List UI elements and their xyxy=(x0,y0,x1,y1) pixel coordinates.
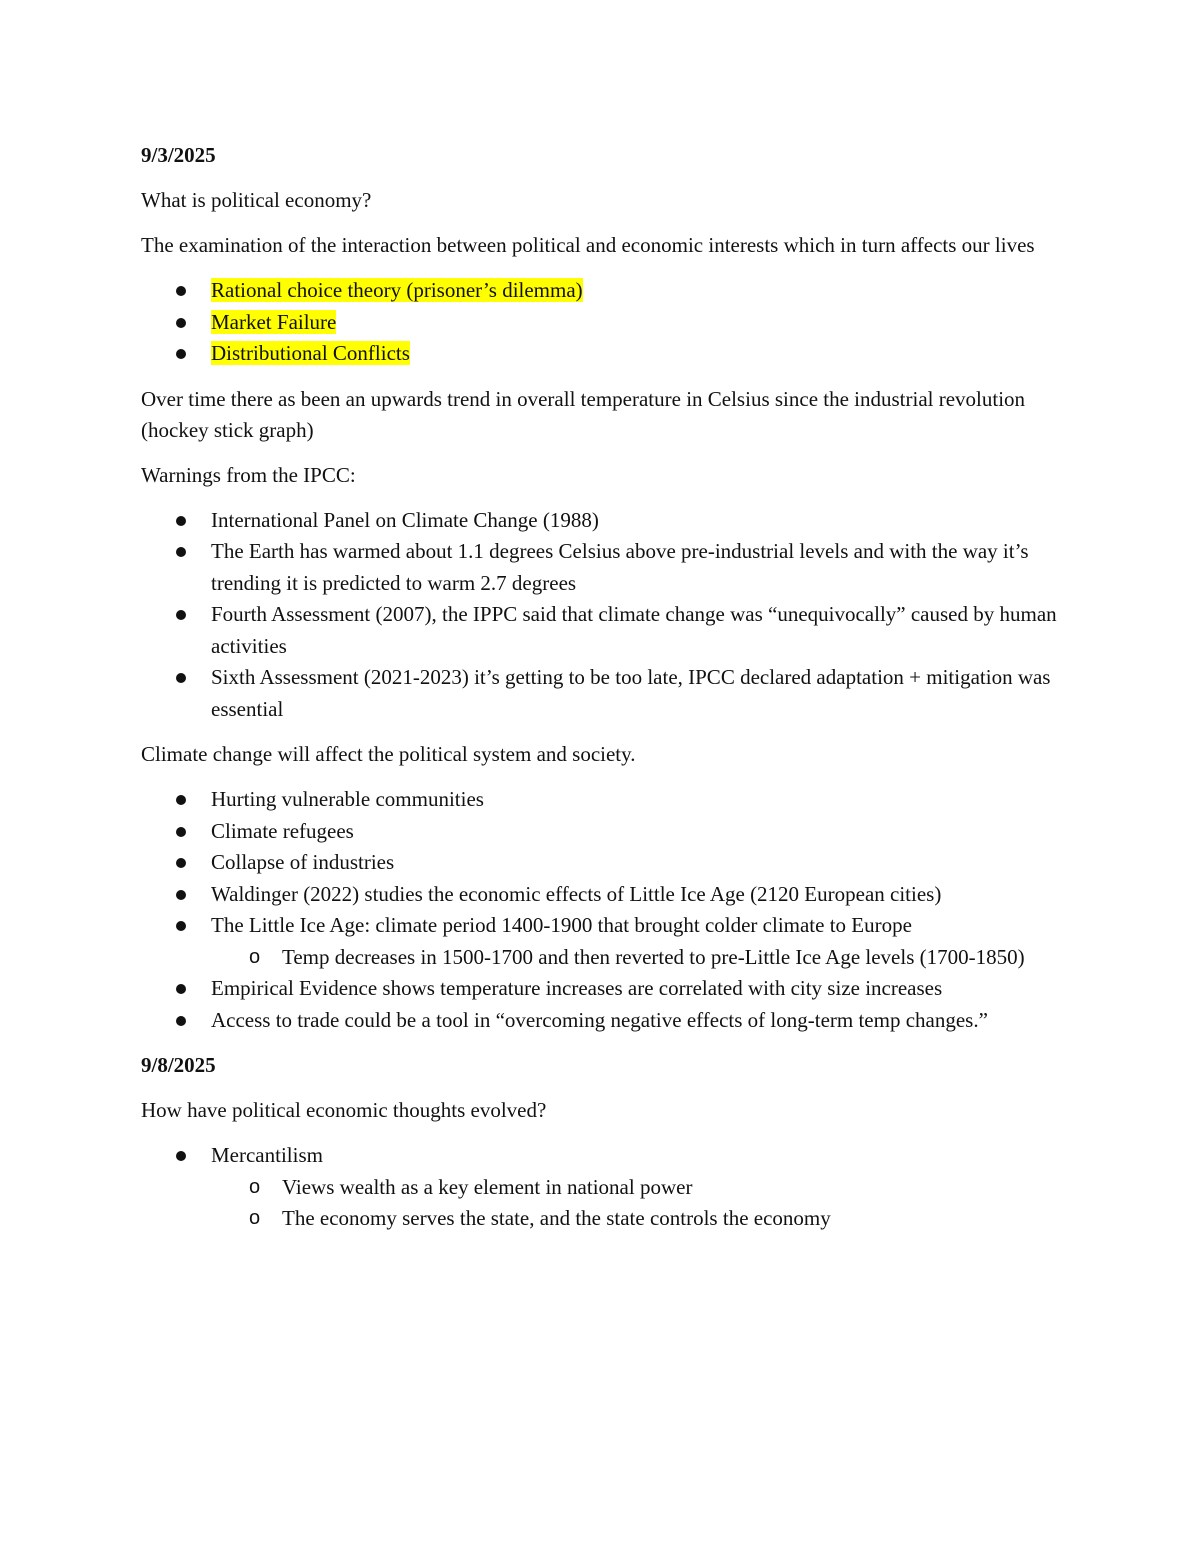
list-item-text: The Earth has warmed about 1.1 degrees Celsius above pre-industrial levels and with the way it’s trending it is predicted to warm 2.7 degrees xyxy=(211,539,1029,595)
highlighted-text: Distributional Conflicts xyxy=(211,341,410,365)
sub-list-item xyxy=(211,1203,1071,1235)
list-item-text: Hurting vulnerable communities xyxy=(211,787,484,811)
list-item xyxy=(141,879,1071,911)
list-item xyxy=(141,662,1071,725)
list-item xyxy=(141,816,1071,848)
list-item xyxy=(141,784,1071,816)
sub-list-item-text: Temp decreases in 1500-1700 and then reverted to pre-Little Ice Age levels (1700-1850) xyxy=(282,944,1025,969)
thought-list xyxy=(141,1140,1071,1235)
highlighted-list xyxy=(141,275,1071,370)
list-item-text: Empirical Evidence shows temperature increases are correlated with city size increases xyxy=(211,976,943,1000)
list-item xyxy=(141,599,1071,662)
list-item xyxy=(141,307,1071,339)
list-item xyxy=(141,338,1071,370)
bullet-icon xyxy=(176,827,186,837)
bullet-icon xyxy=(176,318,186,328)
list-item-text: Sixth Assessment (2021-2023) it’s getting to be too late, IPCC declared adaptation + mitigation was essential xyxy=(211,665,1051,721)
circle-bullet-icon: o xyxy=(249,1207,261,1229)
bullet-icon xyxy=(176,795,186,805)
sub-list-item xyxy=(211,942,1071,974)
list-item xyxy=(141,536,1071,599)
bullet-icon xyxy=(176,610,186,620)
bullet-icon xyxy=(176,1016,186,1026)
sub-list-item-text: Views wealth as a key element in national power xyxy=(282,1174,693,1199)
bullet-icon xyxy=(176,921,186,931)
list-item xyxy=(141,910,1071,973)
bullet-icon xyxy=(176,673,186,683)
list-item-text: Waldinger (2022) studies the economic effects of Little Ice Age (2120 European cities) xyxy=(211,881,942,906)
list-item-text: Mercantilism xyxy=(211,1143,323,1167)
list-item xyxy=(141,1005,1071,1037)
effects-list xyxy=(141,784,1071,1036)
question-text: How have political economic thoughts evolved? xyxy=(141,1098,547,1122)
list-item-text: Access to trade could be a tool in “overcoming negative effects of long-term temp changes.” xyxy=(211,1007,988,1032)
bullet-icon xyxy=(176,890,186,900)
bullet-icon xyxy=(176,349,186,359)
circle-bullet-icon: o xyxy=(249,1175,261,1198)
ipcc-heading: Warnings from the IPCC: xyxy=(141,462,356,487)
date-heading: 9/8/2025 xyxy=(141,1053,216,1077)
nested-list xyxy=(211,942,1071,974)
document-page xyxy=(141,140,1071,1249)
list-item xyxy=(141,973,1071,1005)
circle-bullet-icon: o xyxy=(249,945,261,968)
nested-list xyxy=(211,1172,1071,1235)
ipcc-list xyxy=(141,505,1071,726)
list-item-text: Climate refugees xyxy=(211,818,354,843)
trend-text: Over time there as been an upwards trend in overall temperature in Celsius since the industrial revolution (hockey stick graph) xyxy=(141,386,1026,442)
effects-heading: Climate change will affect the political system and society. xyxy=(141,742,636,766)
list-item xyxy=(141,275,1071,307)
bullet-icon xyxy=(176,984,186,994)
list-item-text: The Little Ice Age: climate period 1400-1900 that brought colder climate to Europe xyxy=(211,913,912,937)
bullet-icon xyxy=(176,547,186,557)
date-heading: 9/3/2025 xyxy=(141,143,216,167)
definition-text: The examination of the interaction between political and economic interests which in turn affects our lives xyxy=(141,233,1035,257)
bullet-icon xyxy=(176,1151,186,1161)
bullet-icon xyxy=(176,858,186,868)
list-item xyxy=(141,505,1071,537)
list-item-text: International Panel on Climate Change (1988) xyxy=(211,507,599,532)
bullet-icon xyxy=(176,286,186,296)
sub-list-item-text: The economy serves the state, and the state controls the economy xyxy=(282,1206,831,1230)
highlighted-text: Rational choice theory (prisoner’s dilemma) xyxy=(211,278,583,302)
list-item xyxy=(141,1140,1071,1235)
sub-list-item xyxy=(211,1172,1071,1204)
question-text: What is political economy? xyxy=(141,188,372,212)
highlighted-text: Market Failure xyxy=(211,309,337,334)
bullet-icon xyxy=(176,516,186,526)
list-item-text: Collapse of industries xyxy=(211,850,395,874)
list-item-text: Fourth Assessment (2007), the IPPC said that climate change was “unequivocally” caused by human activities xyxy=(211,602,1057,658)
list-item xyxy=(141,847,1071,879)
